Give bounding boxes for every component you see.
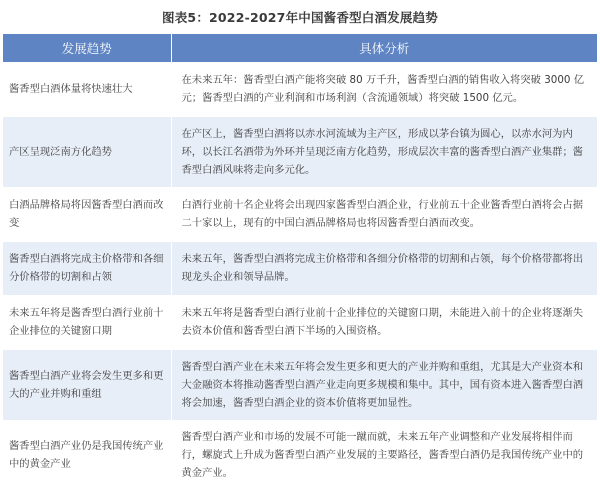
- analysis-cell: 白酒行业前十名企业将会出现四家酱香型白酒企业，行业前五十企业酱香型白酒将会占据二十家以上，现有的中国白酒品牌格局也将因酱香型白酒而改变。: [171, 187, 597, 241]
- table-row: [3, 62, 597, 116]
- trend-table: [3, 34, 597, 491]
- table-row: [3, 295, 597, 349]
- table-row: [3, 187, 597, 241]
- figure-title: 图表5：2022-2027年中国酱香型白酒发展趋势: [162, 10, 438, 25]
- trend-cell: 酱香型白酒将完成主价格带和各细分价格带的切割和占领: [3, 241, 171, 295]
- header-trend: 发展趋势: [3, 34, 171, 62]
- trend-cell: 酱香型白酒产业将会发生更多和更大的产业并购和重组: [3, 349, 171, 420]
- table-row: [3, 420, 597, 490]
- trend-cell: 酱香型白酒体量将快速壮大: [3, 62, 171, 116]
- analysis-cell: 未来五年将是酱香型白酒行业前十企业排位的关键窗口期，未能进入前十的企业将逐渐失去资本价值和酱香型白酒下半场的入围资格。: [171, 295, 597, 349]
- header-analysis: 具体分析: [171, 34, 597, 62]
- table-header-row: [3, 34, 597, 62]
- table-row: [3, 116, 597, 187]
- analysis-cell: 在未来五年：酱香型白酒产能将突破 80 万千升，酱香型白酒的销售收入将突破 3000 亿元；酱香型白酒的产业利润和市场利润（含流通领域）将突破 1500 亿元。: [171, 62, 597, 116]
- trend-cell: 酱香型白酒产业仍是我国传统产业中的黄金产业: [3, 420, 171, 490]
- analysis-cell: 未来五年，酱香型白酒将完成主价格带和各细分价格带的切割和占领，每个价格带都将出现龙头企业和领导品牌。: [171, 241, 597, 295]
- analysis-cell: 酱香型白酒产业和市场的发展不可能一蹴而就，未来五年产业调整和产业发展将相伴而行，螺旋式上升成为酱香型白酒产业发展的主要路径，酱香型白酒仍是我国传统产业中的黄金产业。: [171, 420, 597, 490]
- analysis-cell: 在产区上，酱香型白酒将以赤水河流域为主产区，形成以茅台镇为圆心，以赤水河为内环，以长江名酒带为外环并呈现泛南方化趋势，形成层次丰富的酱香型白酒产业集群；酱香型白酒风味将走向多元化。: [171, 116, 597, 187]
- trend-cell: 未来五年将是酱香型白酒行业前十企业排位的关键窗口期: [3, 295, 171, 349]
- table-row: [3, 241, 597, 295]
- table-row: [3, 349, 597, 420]
- trend-cell: 白酒品牌格局将因酱香型白酒而改变: [3, 187, 171, 241]
- analysis-cell: 酱香型白酒产业在未来五年将会发生更多和更大的产业并购和重组，尤其是大产业资本和大金融资本将推动酱香型白酒产业走向更多规模和集中。其中，国有资本进入酱香型白酒将会加速，酱香型白酒企业的资本价值将更加显性。: [171, 349, 597, 420]
- trend-cell: 产区呈现泛南方化趋势: [3, 116, 171, 187]
